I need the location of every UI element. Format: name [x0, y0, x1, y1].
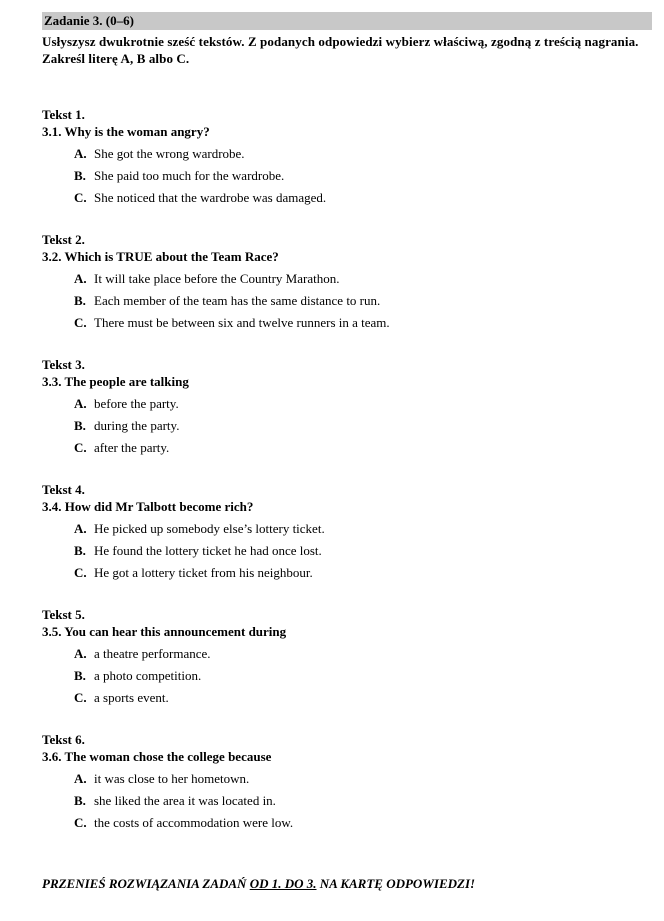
option-letter: C.: [74, 190, 87, 205]
question-section-4: [42, 482, 652, 584]
option-letter: A.: [74, 646, 87, 661]
answer-option-a[interactable]: [74, 393, 652, 415]
answer-option-c[interactable]: [74, 437, 652, 459]
option-letter: B.: [74, 793, 86, 808]
option-letter: B.: [74, 418, 86, 433]
answer-options: [74, 143, 652, 209]
footer-text-end: NA KARTĘ ODPOWIEDZI!: [316, 876, 476, 891]
question-text: 3.6. The woman chose the college because: [42, 749, 272, 764]
option-text: She noticed that the wardrobe was damaged.: [94, 190, 327, 205]
tekst-label: Tekst 2.: [42, 232, 85, 247]
answer-option-b[interactable]: [74, 415, 652, 437]
option-text: it was close to her hometown.: [94, 771, 250, 786]
answer-option-b[interactable]: [74, 165, 652, 187]
answer-option-c[interactable]: [74, 312, 652, 334]
question-section-2: [42, 232, 652, 334]
option-letter: B.: [74, 168, 86, 183]
exam-page: [42, 12, 652, 834]
option-letter: C.: [74, 690, 87, 705]
option-text: a sports event.: [94, 690, 169, 705]
answer-option-b[interactable]: [74, 790, 652, 812]
answer-option-a[interactable]: [74, 143, 652, 165]
option-text: He picked up somebody else’s lottery ticket.: [94, 521, 325, 536]
question-section-3: [42, 357, 652, 459]
option-letter: C.: [74, 815, 87, 830]
footer-task-range: OD 1. DO 3.: [249, 876, 317, 891]
answer-options: [74, 643, 652, 709]
answer-option-c[interactable]: [74, 687, 652, 709]
answer-options: [74, 518, 652, 584]
transfer-answers-note: [42, 876, 475, 892]
option-text: He found the lottery ticket he had once lost.: [94, 543, 322, 558]
task-header: [42, 12, 652, 30]
option-text: the costs of accommodation were low.: [94, 815, 294, 830]
option-text: She paid too much for the wardrobe.: [94, 168, 285, 183]
task-title: Zadanie 3. (0–6): [44, 13, 134, 28]
answer-options: [74, 268, 652, 334]
tekst-label: Tekst 4.: [42, 482, 85, 497]
tekst-label: Tekst 3.: [42, 357, 85, 372]
answer-option-a[interactable]: [74, 518, 652, 540]
option-letter: A.: [74, 771, 87, 786]
option-text: during the party.: [94, 418, 180, 433]
answer-options: [74, 393, 652, 459]
answer-option-a[interactable]: [74, 768, 652, 790]
answer-option-b[interactable]: [74, 290, 652, 312]
option-letter: A.: [74, 396, 87, 411]
tekst-label: Tekst 5.: [42, 607, 85, 622]
answer-option-a[interactable]: [74, 268, 652, 290]
tekst-label: Tekst 6.: [42, 732, 85, 747]
option-text: a photo competition.: [94, 668, 202, 683]
option-text: It will take place before the Country Marathon.: [94, 271, 340, 286]
answer-option-b[interactable]: [74, 665, 652, 687]
option-letter: A.: [74, 521, 87, 536]
option-letter: B.: [74, 293, 86, 308]
option-text: she liked the area it was located in.: [94, 793, 276, 808]
question-text: 3.3. The people are talking: [42, 374, 189, 389]
option-letter: C.: [74, 565, 87, 580]
option-text: She got the wrong wardrobe.: [94, 146, 245, 161]
option-text: He got a lottery ticket from his neighbour.: [94, 565, 313, 580]
answer-option-b[interactable]: [74, 540, 652, 562]
option-letter: B.: [74, 668, 86, 683]
option-letter: A.: [74, 271, 87, 286]
question-section-6: [42, 732, 652, 834]
answer-option-c[interactable]: [74, 562, 652, 584]
answer-option-c[interactable]: [74, 187, 652, 209]
option-text: before the party.: [94, 396, 179, 411]
tekst-label: Tekst 1.: [42, 107, 85, 122]
option-text: There must be between six and twelve runners in a team.: [94, 315, 390, 330]
answer-option-a[interactable]: [74, 643, 652, 665]
task-instructions: Usłyszysz dwukrotnie sześć tekstów. Z podanych odpowiedzi wybierz właściwą, zgodną z treścią nagrania. Zakreśl literę A, B albo C.: [42, 34, 639, 66]
answer-options: [74, 768, 652, 834]
option-text: a theatre performance.: [94, 646, 211, 661]
question-text: 3.4. How did Mr Talbott become rich?: [42, 499, 254, 514]
question-section-1: [42, 107, 652, 209]
answer-option-c[interactable]: [74, 812, 652, 834]
footer-text-start: PRZENIEŚ ROZWIĄZANIA ZADAŃ: [42, 876, 250, 891]
question-section-5: [42, 607, 652, 709]
question-text: 3.1. Why is the woman angry?: [42, 124, 210, 139]
option-letter: C.: [74, 440, 87, 455]
option-letter: A.: [74, 146, 87, 161]
option-text: Each member of the team has the same distance to run.: [94, 293, 381, 308]
option-text: after the party.: [94, 440, 170, 455]
question-text: 3.5. You can hear this announcement during: [42, 624, 287, 639]
question-text: 3.2. Which is TRUE about the Team Race?: [42, 249, 279, 264]
option-letter: C.: [74, 315, 87, 330]
option-letter: B.: [74, 543, 86, 558]
